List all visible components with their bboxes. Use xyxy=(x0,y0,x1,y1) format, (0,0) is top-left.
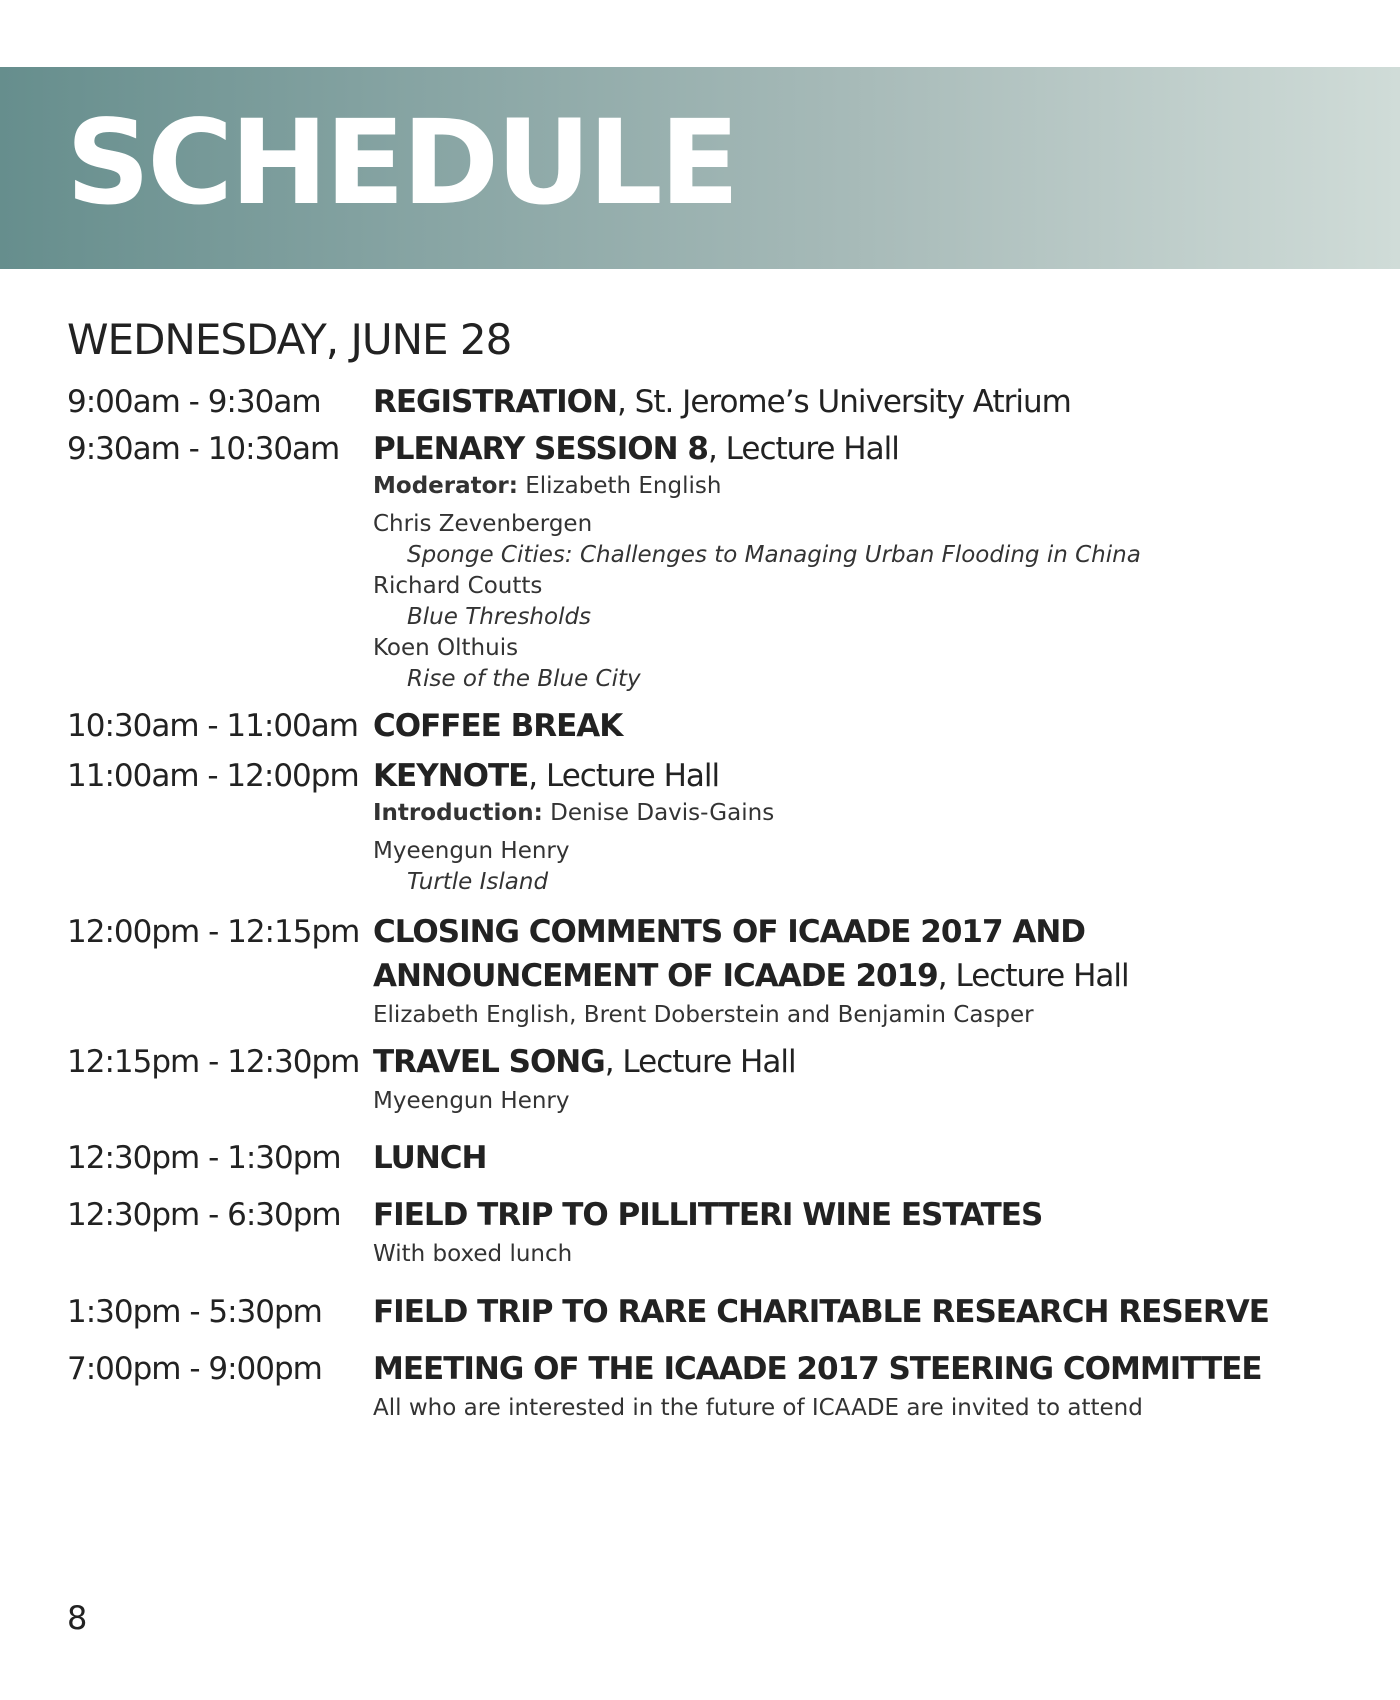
event-title: COFFEE BREAK xyxy=(373,708,623,744)
page-title: SCHEDULE xyxy=(66,94,737,231)
event-time: 10:30am - 11:00am xyxy=(67,708,358,744)
speaker-name: Chris Zevenbergen xyxy=(373,511,593,537)
event-content xyxy=(373,1136,1367,1180)
talk-title: Sponge Cities: Challenges to Managing Urban Flooding in China xyxy=(407,542,1141,568)
event-location: , Lecture Hall xyxy=(604,1044,796,1080)
talk-title: Blue Thresholds xyxy=(407,604,592,630)
speaker-name: Richard Coutts xyxy=(373,573,543,599)
event-title-line xyxy=(373,910,1367,954)
event-content xyxy=(373,1290,1367,1334)
event-title: CLOSING COMMENTS OF ICAADE 2017 AND xyxy=(373,914,1086,950)
schedule-row-steering-committee xyxy=(67,1347,1367,1424)
event-title: FIELD TRIP TO PILLITTERI WINE ESTATES xyxy=(373,1197,1043,1233)
event-content xyxy=(373,1193,1367,1270)
schedule-row-closing-comments xyxy=(67,910,1367,1031)
event-content xyxy=(373,1347,1367,1424)
moderator-name: Elizabeth English xyxy=(517,473,722,499)
event-location: , Lecture Hall xyxy=(528,758,720,794)
event-title-line xyxy=(373,704,1367,748)
event-location: , Lecture Hall xyxy=(707,431,899,467)
schedule-row-travel-song xyxy=(67,1040,1367,1117)
schedule-row-field-trip-rare xyxy=(67,1290,1367,1334)
page-number: 8 xyxy=(67,1599,88,1637)
event-time: 9:30am - 10:30am xyxy=(67,431,340,467)
schedule-row-keynote xyxy=(67,754,1367,898)
event-title-line xyxy=(373,427,1367,471)
schedule-row-registration xyxy=(67,380,1367,424)
event-content xyxy=(373,1040,1367,1117)
event-title-line xyxy=(373,1136,1367,1180)
schedule-row-plenary xyxy=(67,427,1367,695)
event-title: FIELD TRIP TO RARE CHARITABLE RESEARCH RESERVE xyxy=(373,1294,1269,1330)
event-title-line xyxy=(373,1347,1367,1391)
schedule-row-lunch xyxy=(67,1136,1367,1180)
event-time: 12:30pm - 6:30pm xyxy=(67,1197,341,1233)
introduction-name: Denise Davis-Gains xyxy=(542,800,775,826)
event-title: LUNCH xyxy=(373,1140,487,1176)
event-title: REGISTRATION xyxy=(373,384,617,420)
event-time: 7:00pm - 9:00pm xyxy=(67,1351,322,1387)
event-title: MEETING OF THE ICAADE 2017 STEERING COMMITTEE xyxy=(373,1351,1262,1387)
event-location: , Lecture Hall xyxy=(937,958,1129,994)
speaker-name: Myeengun Henry xyxy=(373,838,570,864)
event-detail: Elizabeth English, Brent Doberstein and Benjamin Casper xyxy=(373,1002,1034,1028)
event-time: 12:00pm - 12:15pm xyxy=(67,914,360,950)
event-time: 12:15pm - 12:30pm xyxy=(67,1044,360,1080)
event-title-line xyxy=(373,1193,1367,1237)
moderator-line xyxy=(373,471,1367,502)
event-detail: With boxed lunch xyxy=(373,1241,573,1267)
event-time: 1:30pm - 5:30pm xyxy=(67,1294,322,1330)
event-content xyxy=(373,910,1367,1031)
event-content xyxy=(373,754,1367,898)
event-title: KEYNOTE xyxy=(373,758,529,794)
event-title: ANNOUNCEMENT OF ICAADE 2019 xyxy=(373,958,938,994)
event-content xyxy=(373,380,1367,424)
event-title: PLENARY SESSION 8 xyxy=(373,431,708,467)
event-title-line xyxy=(373,1290,1367,1334)
schedule-list xyxy=(67,380,1367,1424)
event-title: TRAVEL SONG xyxy=(373,1044,605,1080)
event-detail: Myeengun Henry xyxy=(373,1088,570,1114)
introduction-line xyxy=(373,798,1367,829)
schedule-row-field-trip-wine xyxy=(67,1193,1367,1270)
day-heading: WEDNESDAY, JUNE 28 xyxy=(67,315,512,364)
event-title-line xyxy=(373,754,1367,798)
introduction-label: Introduction: xyxy=(373,800,543,826)
talk-title: Rise of the Blue City xyxy=(407,666,641,692)
event-content xyxy=(373,427,1367,695)
event-time: 12:30pm - 1:30pm xyxy=(67,1140,341,1176)
speaker-name: Koen Olthuis xyxy=(373,635,519,661)
event-time: 9:00am - 9:30am xyxy=(67,384,321,420)
event-location: , St. Jerome’s University Atrium xyxy=(616,384,1071,420)
event-detail: All who are interested in the future of ICAADE are invited to attend xyxy=(373,1395,1143,1421)
event-title-line xyxy=(373,1040,1367,1084)
event-content xyxy=(373,704,1367,748)
moderator-label: Moderator: xyxy=(373,473,518,499)
event-time: 11:00am - 12:00pm xyxy=(67,758,359,794)
event-title-line xyxy=(373,380,1367,424)
schedule-row-coffee-break xyxy=(67,704,1367,748)
talk-title: Turtle Island xyxy=(407,869,549,895)
event-title-line xyxy=(373,954,1367,998)
